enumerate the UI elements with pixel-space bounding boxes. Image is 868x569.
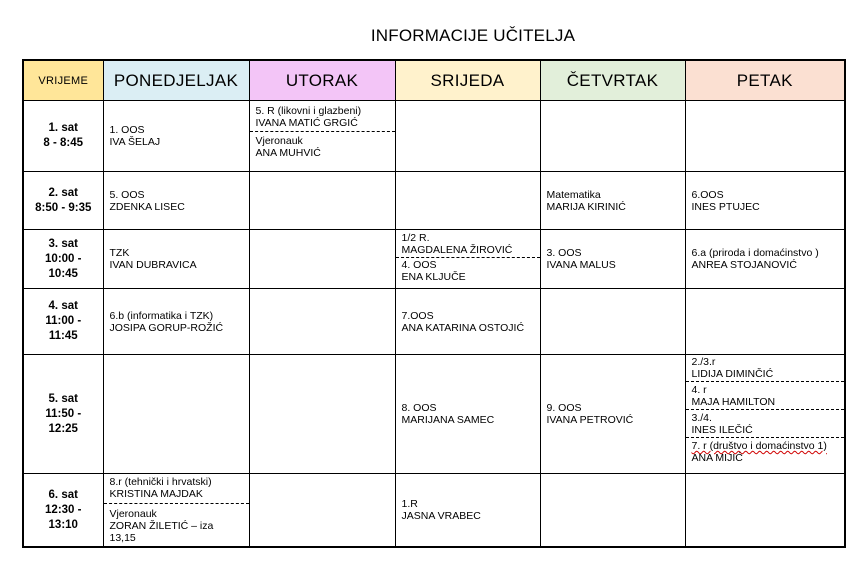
period-label: 4. sat [48,300,78,312]
lesson-cell [540,230,685,289]
class-label: 9. OOS [546,402,582,414]
empty-cell [540,101,685,172]
lesson-cell [540,355,685,474]
lesson-cell [103,230,249,289]
class-label: TZK [109,247,130,259]
period-time-end: 11:45 [48,330,78,342]
teacher-name: MARIJA KIRINIĆ [546,200,626,213]
table-row [23,355,845,474]
period-cell [23,172,103,230]
teacher-name: IVANA MALUS [546,259,616,271]
teacher-name: JOSIPA GORUP-ROŽIĆ [109,321,224,334]
table-row [23,172,845,230]
lesson-cell [685,172,845,230]
lesson-cell [103,172,249,230]
lesson-cell [103,289,249,355]
teacher-name: INES ILEČIĆ [691,424,753,436]
period-cell [23,230,103,289]
header-petak: PETAK [685,60,845,101]
table-row [23,230,845,289]
period-time: 8:50 - 9:35 [35,201,92,214]
empty-cell [249,474,395,548]
teacher-name: ANREA STOJANOVIĆ [691,259,797,271]
teacher-name: MARIJANA SAMEC [401,414,495,426]
class-label: 4. OOS [401,259,437,271]
empty-cell [249,230,395,289]
class-label: 5. R (likovni i glazbeni) [255,105,362,117]
header-vrijeme: VRIJEME [23,60,103,101]
empty-cell [249,289,395,355]
empty-cell [249,355,395,474]
class-label: 4. r [691,384,707,396]
class-label: 7.OOS [401,309,434,322]
class-label: 1. OOS [109,124,145,136]
teacher-name: KRISTINA MAJDAK [109,488,203,500]
teacher-name: ENA KLJUČE [401,271,466,283]
empty-cell [685,101,845,172]
empty-cell [685,289,845,355]
header-srijeda: SRIJEDA [395,60,540,101]
period-time-end: 13:10 [48,518,78,531]
lesson-cell [249,101,395,172]
lesson-cell [395,474,540,548]
header-row [23,60,845,101]
teacher-name: ZDENKA LISEC [109,200,185,213]
teacher-name: IVAN DUBRAVICA [109,259,197,271]
empty-cell [103,355,249,474]
period-time-start: 12:30 - [45,503,82,516]
class-label: 6.a (priroda i domaćinstvo ) [691,247,819,259]
teacher-name: MAJA HAMILTON [691,396,776,408]
empty-cell [395,101,540,172]
teacher-name: INES PTUJEC [691,200,760,213]
period-cell [23,355,103,474]
period-cell [23,474,103,548]
timetable [22,59,846,548]
class-label: Vjeronauk [109,508,157,520]
lesson-cell [685,230,845,289]
page-title: INFORMACIJE UČITELJA [370,26,576,45]
lesson-cell [103,474,249,548]
class-label: Matematika [546,188,601,201]
class-label: 1.R [401,498,418,510]
class-label: 6.OOS [691,188,724,201]
lesson-cell [395,289,540,355]
table-row [23,289,845,355]
class-label: 8.r (tehnički i hrvatski) [109,476,212,488]
empty-cell [540,289,685,355]
lesson-cell [103,101,249,172]
lesson-cell [395,355,540,474]
header-cetvrtak: ČETVRTAK [540,60,685,101]
empty-cell [395,172,540,230]
teacher-name: MAGDALENA ŽIROVIĆ [401,244,513,256]
class-label: 8. OOS [401,402,437,414]
teacher-name: ANA KATARINA OSTOJIĆ [401,321,525,334]
teacher-name: IVANA MATIĆ GRGIĆ [255,117,358,129]
class-label: 1/2 R. [401,232,430,244]
period-label: 1. sat [48,122,78,134]
period-time-start: 11:50 - [45,407,82,420]
class-label: 2./3.r [691,356,716,368]
teacher-name: IVA ŠELAJ [109,136,161,148]
period-time-end: 10:45 [48,267,78,280]
teacher-name: IVANA PETROVIĆ [546,414,634,426]
teacher-name: ANA MUHVIĆ [255,147,321,159]
period-cell [23,101,103,172]
class-label: 7. r (društvo i domaćinstvo 1) [691,440,827,452]
teacher-name: JASNA VRABEC [401,510,481,522]
class-label: 3. OOS [546,247,582,259]
table-row [23,474,845,548]
teacher-name: ANA MIJIĆ [691,452,743,464]
class-label: 5. OOS [109,188,145,201]
teacher-name: ZORAN ŽILETIĆ – iza 13,15 [109,520,214,544]
lesson-cell [685,355,845,474]
class-label: Vjeronauk [255,135,303,147]
period-time: 8 - 8:45 [43,137,84,149]
table-row [23,101,845,172]
empty-cell [249,172,395,230]
empty-cell [685,474,845,548]
teacher-name: LIDIJA DIMINČIĆ [691,368,774,380]
lesson-cell [395,230,540,289]
period-time-end: 12:25 [48,422,78,435]
period-time-start: 11:00 - [45,315,82,327]
period-label: 5. sat [48,392,78,405]
period-cell [23,289,103,355]
period-label: 3. sat [48,237,78,250]
empty-cell [540,474,685,548]
lesson-cell [540,172,685,230]
period-label: 6. sat [48,488,78,501]
class-label: 6.b (informatika i TZK) [109,309,214,322]
header-ponedjeljak: PONEDJELJAK [103,60,249,101]
class-label: 3./4. [691,412,712,424]
header-utorak: UTORAK [249,60,395,101]
period-time-start: 10:00 - [45,252,82,265]
period-label: 2. sat [48,186,78,199]
